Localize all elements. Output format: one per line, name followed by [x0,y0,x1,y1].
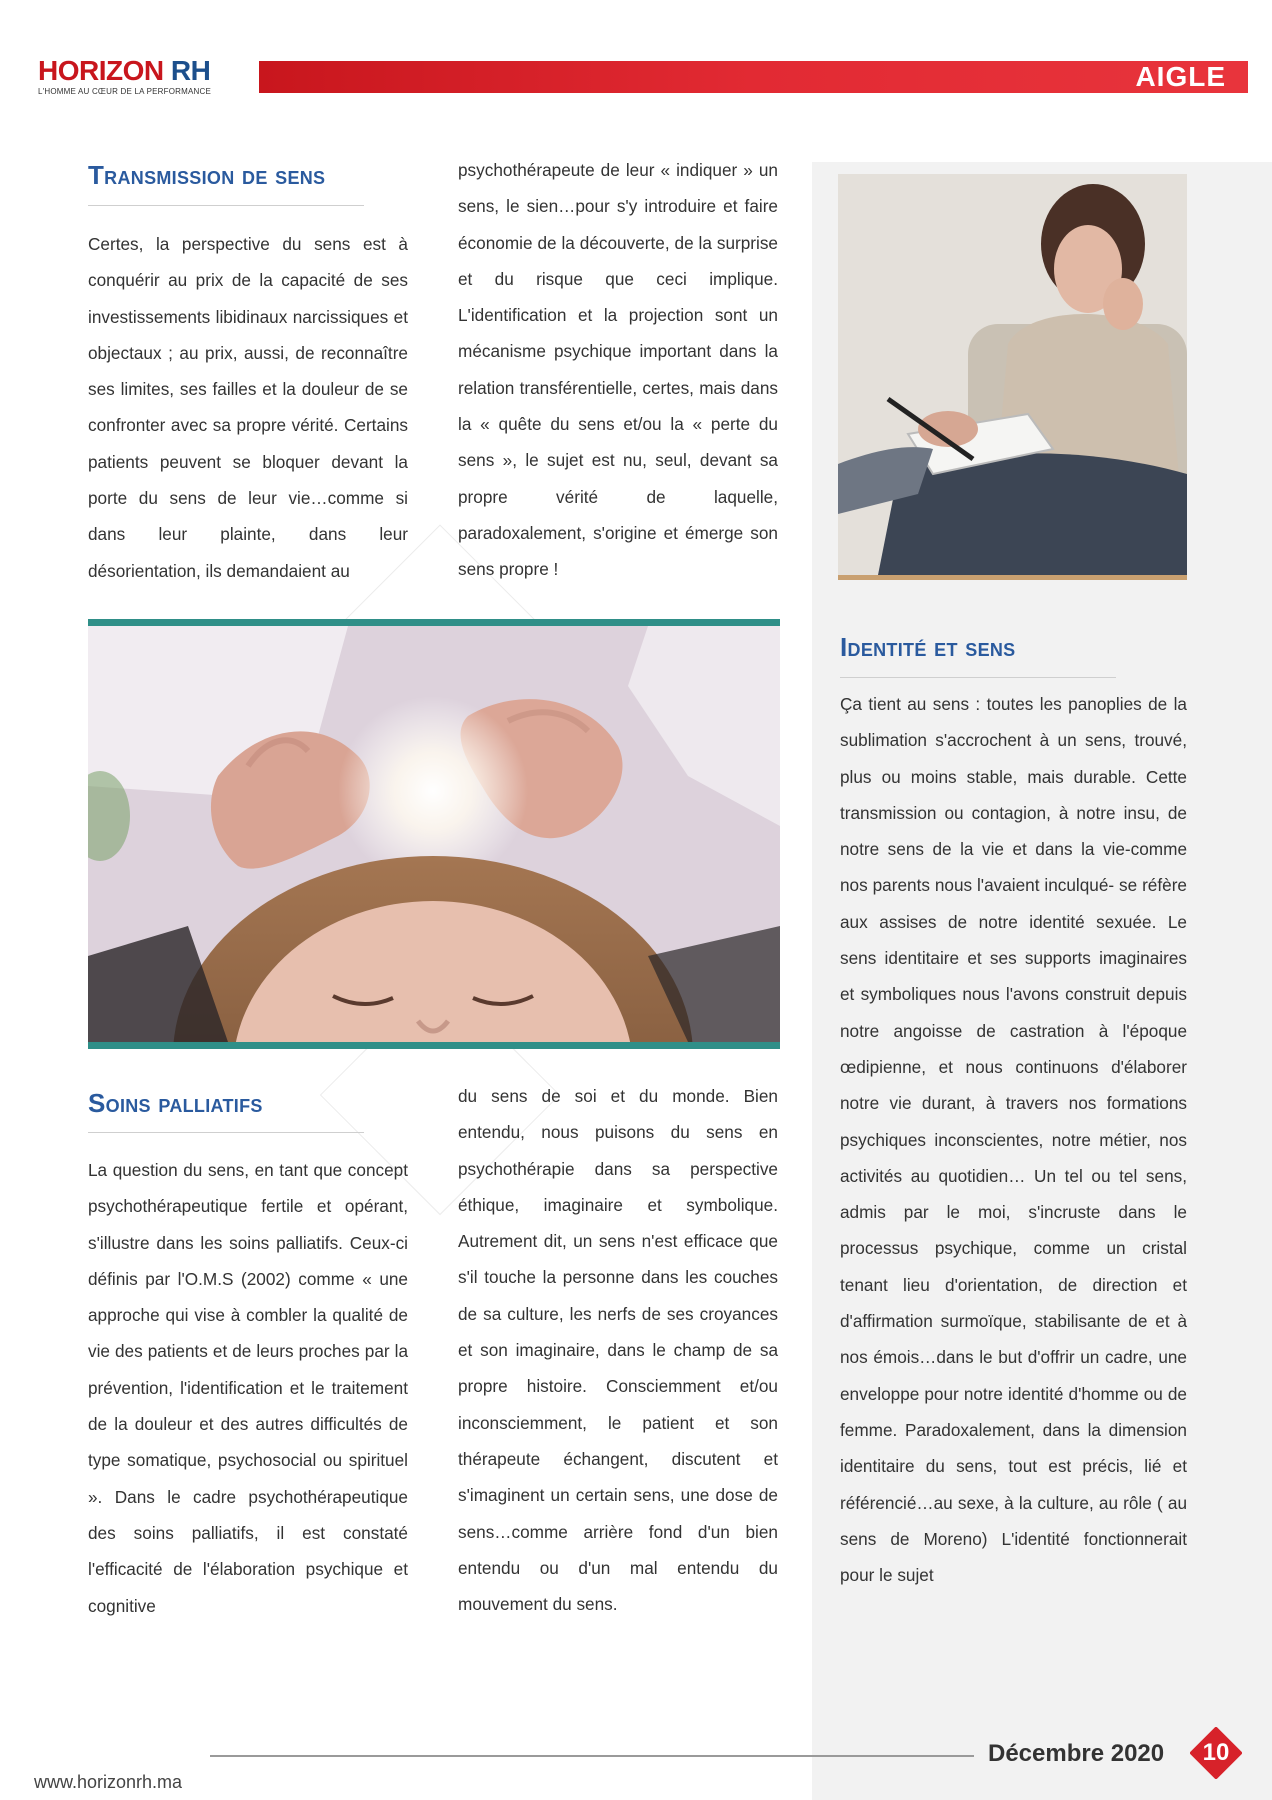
brand-logo [38,56,211,96]
photo-reiki-hands [88,619,780,1049]
heading-soins-palliatifs: Soins palliatifs [88,1088,263,1118]
heading-rule [88,1132,364,1133]
brand-tagline: L'HOMME AU CŒUR DE LA PERFORMANCE [38,87,212,96]
heading-rule [88,205,364,206]
heading-identite: Identité et sens [840,632,1016,662]
heading-rule [840,677,1116,678]
issue-date: Décembre 2020 [988,1740,1165,1767]
paragraph-soins-col1: La question du sens, en tant que concept psychothérapeutique fertile et opérant, s'illustre dans les soins palliatifs. Ceux-ci définis par l'O.M.S (2002) comme « une approche qui vise à combler la qualité de vie des patients et de leurs proches par la prévention, l'identification et le traitement de la douleur et des autres difficultés de type somatique, psychosocial ou spirituel ». Dans le cadre psychothérapeutique des soins palliatifs, il est constaté l'efficacité de l'élaboration psychique et cognitive [88,1160,408,1616]
heading-transmission: Transmission de sens [88,160,326,190]
photo-reiki-hands-illustration [88,626,780,1042]
photo-therapy-session-illustration [838,174,1187,575]
footer-divider [210,1755,974,1757]
page-number: 10 [1202,1739,1230,1766]
header-bar [259,61,1248,93]
photo-therapy-session [838,174,1187,580]
brand-name: HORIZON RH [38,55,211,86]
paragraph-soins-col2: du sens de soi et du monde. Bien entendu, nous puisons du sens en psychothérapie dans sa perspective éthique, imaginaire et symbolique. Autrement dit, un sens n'est efficace que s'il touche la personne dans les couches de sa culture, les nerfs de ses croyances et son imaginaire, dans le champ de sa propre histoire. Consciemment et/ou inconsciemment, le patient et son thérapeute échangent, discutent et s'imaginent un certain sens, une dose de sens…comme arrière fond d'un bien entendu ou d'un mal entendu du mouvement du sens. [458,1086,778,1615]
paragraph-transmission-col1: Certes, la perspective du sens est à conquérir au prix de la capacité de ses investissements libidinaux narcissiques et objectaux ; au prix, aussi, de reconnaître ses limites, ses failles et la douleur de se confronter avec sa propre vérité. Certains patients peuvent se bloquer devant la porte du sens de leur vie…comme si dans leur plainte, dans leur désorientation, ils demandaient au [88,234,408,581]
footer-url[interactable]: www.horizonrh.ma [34,1772,183,1792]
paragraph-transmission-col2: psychothérapeute de leur « indiquer » un sens, le sien…pour s'y introduire et faire économie de la découverte, de la surprise et du risque que ceci implique. L'identification et la projection sont un mécanisme psychique important dans la relation transférentielle, certes, mais dans la « quête du sens et/ou la « perte du sens », le sujet est nu, seul, devant sa propre vérité de laquelle, paradoxalement, s'origine et émerge son sens propre ! [458,160,778,580]
section-tag: AIGLE [1135,61,1226,92]
paragraph-identite: Ça tient au sens : toutes les panoplies de la sublimation s'accrochent à un sens, trouvé, plus ou moins stable, mais durable. Cette transmission ou contagion, à notre insu, de notre sens de la vie et dans la vie-comme nos parents nous l'avaient inculqué- se réfère aux assises de notre identité sexuée. Le sens identitaire et ses supports imaginaires et symboliques nous l'avons construit depuis notre angoisse de castration à l'époque œdipienne, et nous continuons d'élaborer notre vie durant, à travers nos formations psychiques inconscientes, notre métier, nos activités au quotidien… Un tel ou tel sens, admis par le moi, s'incruste dans le processus psychique, comme un cristal tenant lieu d'orientation, de direction et d'affirmation surmoïque, stabilisante de et à nos émois…dans le but d'offrir un cadre, une enveloppe pour notre identité d'homme ou de femme. Paradoxalement, dans la dimension identitaire du sens, tout est précis, lié et référencié…au sexe, à la culture, au rôle ( au sens de Moreno) L'identité fonctionnerait pour le sujet [840,694,1187,1586]
